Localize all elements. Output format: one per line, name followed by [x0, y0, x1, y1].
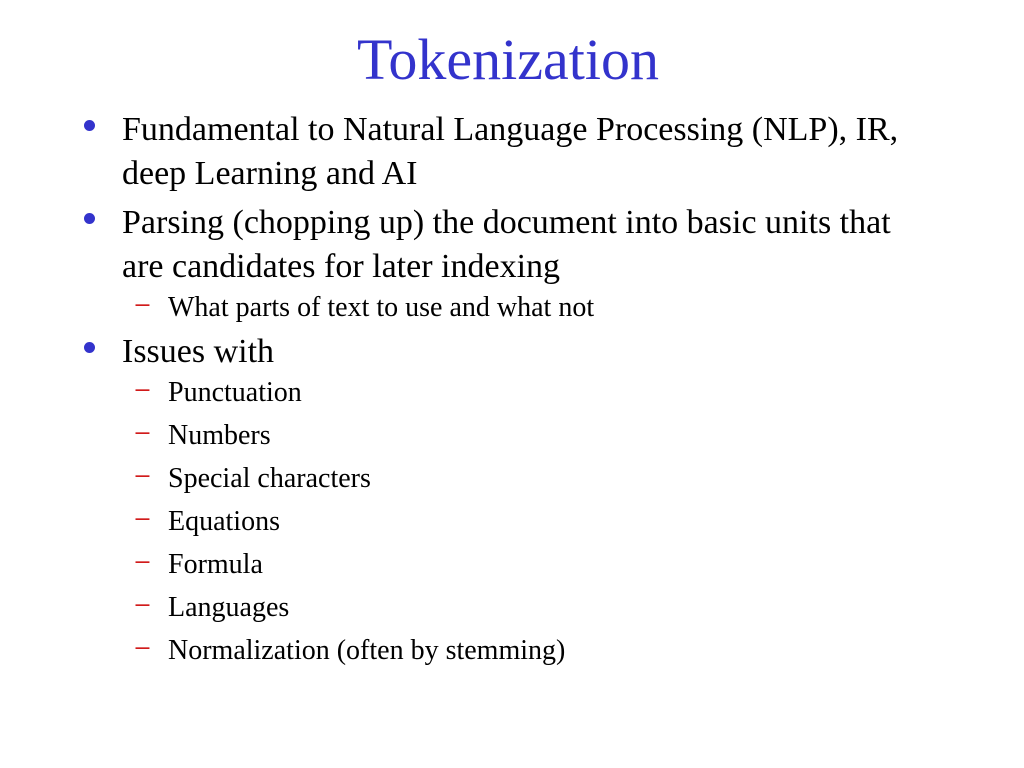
round-bullet-icon [84, 342, 95, 353]
sub-bullet-item [82, 591, 912, 625]
sub-bullet-text: Equations [168, 506, 280, 537]
bullet-text: Fundamental to Natural Language Processing (NLP), IR, deep Learning and AI [122, 111, 899, 192]
dash-icon: − [134, 417, 151, 450]
round-bullet-icon [84, 213, 95, 224]
dash-icon: − [134, 503, 151, 536]
bullet-item [82, 330, 912, 374]
dash-icon: − [134, 289, 151, 322]
sub-bullet-item [82, 419, 912, 453]
dash-icon: − [134, 460, 151, 493]
dash-icon: − [134, 374, 151, 407]
sub-bullet-text: Normalization (often by stemming) [168, 635, 566, 666]
sub-bullet-item [82, 376, 912, 410]
bullet-item [82, 201, 912, 289]
dash-icon: − [134, 632, 151, 665]
sub-bullet-text: Formula [168, 549, 263, 580]
sub-bullet-item [82, 634, 912, 668]
sub-bullet-text: What parts of text to use and what not [168, 292, 595, 323]
dash-icon: − [134, 589, 151, 622]
bullet-item [82, 108, 912, 196]
slide-title: Tokenization [357, 27, 659, 92]
sub-bullet-text: Punctuation [168, 377, 302, 408]
bullet-list [82, 108, 912, 668]
sub-bullet-text: Numbers [168, 420, 271, 451]
round-bullet-icon [84, 120, 95, 131]
bullet-text: Parsing (chopping up) the document into basic units that are candidates for later indexing [122, 204, 891, 285]
sub-bullet-item [82, 505, 912, 539]
bullet-text: Issues with [122, 333, 275, 370]
sub-bullet-text: Special characters [168, 463, 371, 494]
sub-bullet-item [82, 548, 912, 582]
sub-bullet-item [82, 462, 912, 496]
dash-icon: − [134, 546, 151, 579]
sub-bullet-text: Languages [168, 592, 290, 623]
sub-bullet-item [82, 291, 912, 325]
